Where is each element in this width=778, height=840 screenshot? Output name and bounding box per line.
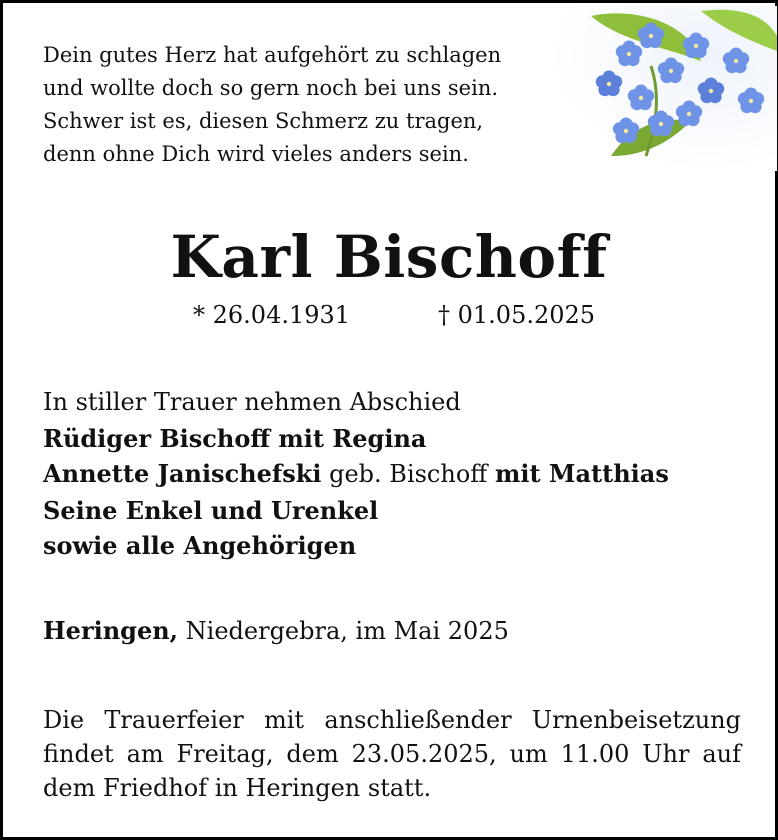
death-date: † 01.05.2025 (438, 301, 596, 329)
mourner-name: Annette Janischefski (43, 459, 322, 488)
deceased-name: Karl Bischoff (170, 223, 608, 291)
mourner-maiden-name: geb. Bischoff (321, 460, 495, 488)
poem-line: Schwer ist es, diesen Schmerz zu tragen, (43, 109, 484, 133)
mourners-intro: In stiller Trauer nehmen Abschied (43, 388, 461, 416)
service-line: Die Trauerfeier mit anschließender Urnenbeisetzung (43, 706, 741, 734)
poem-line: denn ohne Dich wird vieles anders sein. (43, 142, 469, 166)
poem-line: Dein gutes Herz hat aufgehört zu schlagen (43, 43, 502, 67)
memorial-poem (43, 39, 501, 171)
mourner-partner: mit Matthias (494, 459, 669, 488)
place-town: Heringen, (43, 616, 179, 645)
place-and-date (43, 616, 509, 645)
place-rest: Niedergebra, im Mai 2025 (178, 617, 509, 645)
poem-line: und wollte doch so gern noch bei uns sein. (43, 76, 499, 100)
mourner-line (43, 456, 669, 493)
mourners-list (43, 385, 669, 564)
forget-me-not-flowers-icon (551, 6, 777, 171)
birth-date: * 26.04.1931 (193, 301, 351, 329)
mourner-line: sowie alle Angehörigen (43, 531, 357, 560)
funeral-service-info (43, 703, 741, 805)
mourner-line: Rüdiger Bischoff mit Regina (43, 423, 427, 453)
service-line: findet am Freitag, dem 23.05.2025, um 11.00 Uhr auf (43, 740, 741, 768)
mourner-line: Seine Enkel und Urenkel (43, 495, 379, 525)
service-line: dem Friedhof in Heringen statt. (43, 774, 432, 802)
